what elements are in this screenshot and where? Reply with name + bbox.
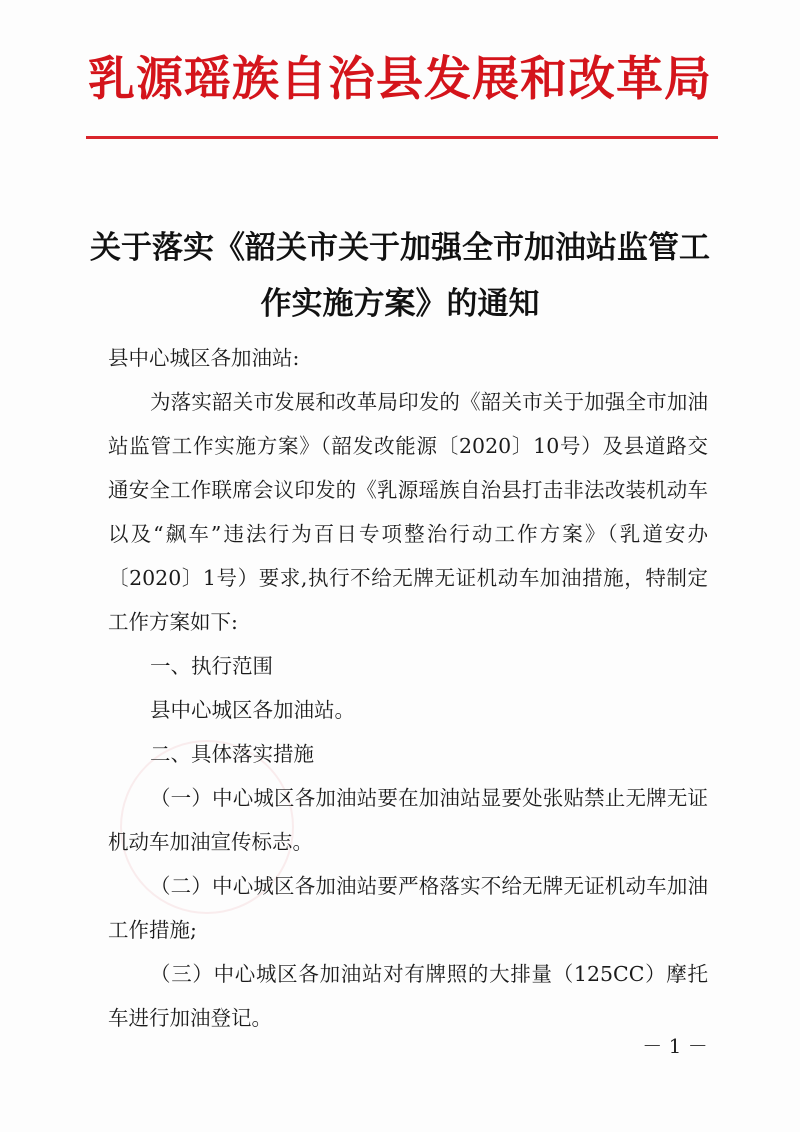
section-1-text: 县中心城区各加油站。 <box>150 698 355 722</box>
letterhead-red-rule <box>86 136 718 139</box>
document-title-line-2: 作实施方案》的通知 <box>260 286 540 322</box>
document-body <box>108 336 708 1040</box>
document-title-line-1: 关于落实《韶关市关于加强全市加油站监管工 <box>90 230 710 266</box>
letterhead-title: 乳源瑶族自治县发展和改革局 <box>88 52 712 107</box>
measure-item-2: （二）中心城区各加油站要严格落实不给无牌无证机动车加油工作措施; <box>108 874 708 942</box>
page-number: － 1 － <box>642 1034 708 1058</box>
document-title <box>90 220 710 332</box>
intro-paragraph: 为落实韶关市发展和改革局印发的《韶关市关于加强全市加油站监管工作实施方案》（韶发改能源〔2020〕10号）及县道路交通安全工作联席会议印发的《乳源瑶族自治县打击非法改装机动车以及“飙车”违法行为百日专项整治行动工作方案》（乳道安办〔2020〕1号）要求,执行不给无牌无证机动车加油措施，特制定工作方案如下: <box>108 390 708 634</box>
measure-item-1: （一）中心城区各加油站要在加油站显要处张贴禁止无牌无证机动车加油宣传标志。 <box>108 786 708 854</box>
section-1-heading: 一、执行范围 <box>150 654 273 678</box>
section-2-heading: 二、具体落实措施 <box>150 742 314 766</box>
salutation: 县中心城区各加油站: <box>108 346 300 370</box>
measure-item-3: （三）中心城区各加油站对有牌照的大排量（125CC）摩托车进行加油登记。 <box>108 962 708 1030</box>
